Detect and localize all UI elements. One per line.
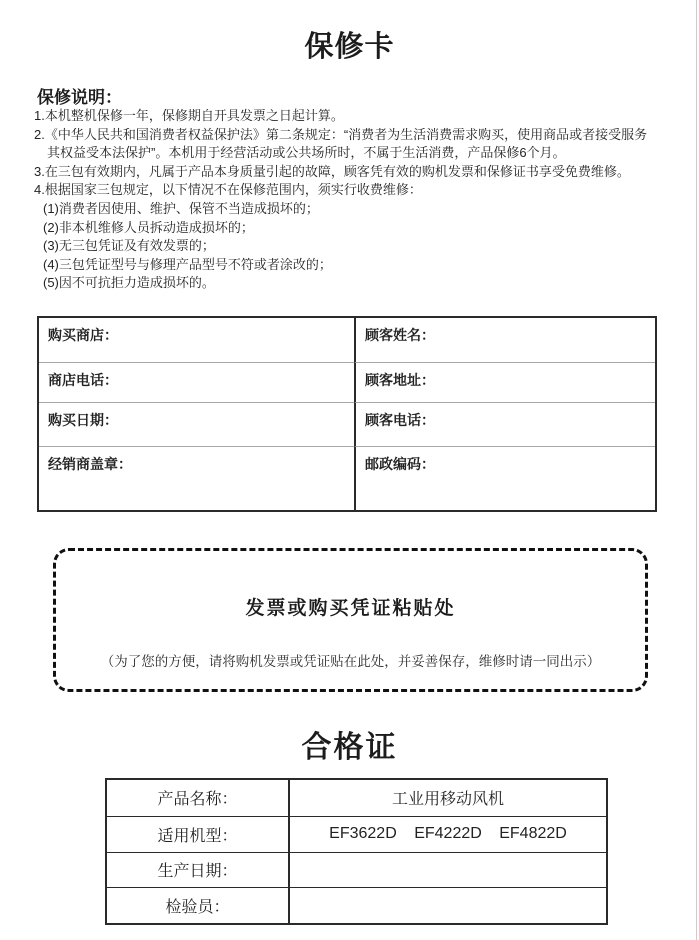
certificate-title: 合格证 [301,731,398,764]
dealer-stamp-label: 经销商盖章： [39,446,354,510]
applicable-models-label: 适用机型： [107,816,288,852]
customer-name-label: 顾客姓名： [354,318,655,362]
warranty-terms-list [34,107,694,293]
postal-code-label: 邮政编码： [354,446,655,510]
term-line: 3.在三包有效期内，凡属于产品本身质量引起的故障，顾客凭有效的购机发票和保修证书享受免费维修。 [34,163,630,179]
page-edge-line [696,0,697,940]
product-name-label: 产品名称： [157,791,238,809]
term-line: 4.根据国家三包规定，以下情况不在保修范围内，须实行收费维修： [34,182,422,198]
invoice-box-note: （为了您的方便，请将购机发票或凭证贴在此处，并妥善保存，维修时请一同出示） [100,654,601,669]
store-phone-label: 商店电话： [39,362,354,402]
production-date-value [288,852,606,888]
customer-phone-label: 顾客电话： [354,402,655,446]
term-line: (3)无三包凭证及有效发票的； [43,238,215,254]
certificate-table [105,778,608,925]
inspector-label: 检验员： [107,887,288,923]
term-line: (2)非本机维修人员拆动造成损坏的； [43,219,254,235]
applicable-models-value: EF3622D EF4222D EF4822D [288,816,606,852]
invoice-attachment-box [53,548,648,692]
invoice-box-title: 发票或购买凭证粘贴处 [245,598,456,619]
product-name-value: 工业用移动风机 [288,780,606,816]
purchase-info-table [37,316,657,512]
term-line: (4)三包凭证型号与修理产品型号不符或者涂改的； [43,256,332,272]
customer-address-label: 顾客地址： [354,362,655,402]
term-line: 1.本机整机保修一年，保修期自开具发票之日起计算。 [34,108,344,123]
purchase-date-label: 购买日期： [39,402,354,446]
term-line: 其权益受本法保护”。本机用于经营活动或公共场所时，不属于生活消费，产品保修6个月。 [47,145,566,161]
term-line: (5)因不可抗拒力造成损坏的。 [43,275,215,291]
term-line: (1)消费者因使用、维护、保管不当造成损坏的； [43,200,319,216]
page-title: 保修卡 [304,31,395,63]
term-line: 2.《中华人民共和国消费者权益保护法》第二条规定：“消费者为生活消费需求购买，使用商品或者接受服务 [34,126,648,142]
inspector-value [288,887,606,923]
purchase-store-label: 购买商店： [48,327,118,343]
warranty-instructions-heading: 保修说明： [37,88,122,107]
production-date-label: 生产日期： [107,852,288,888]
